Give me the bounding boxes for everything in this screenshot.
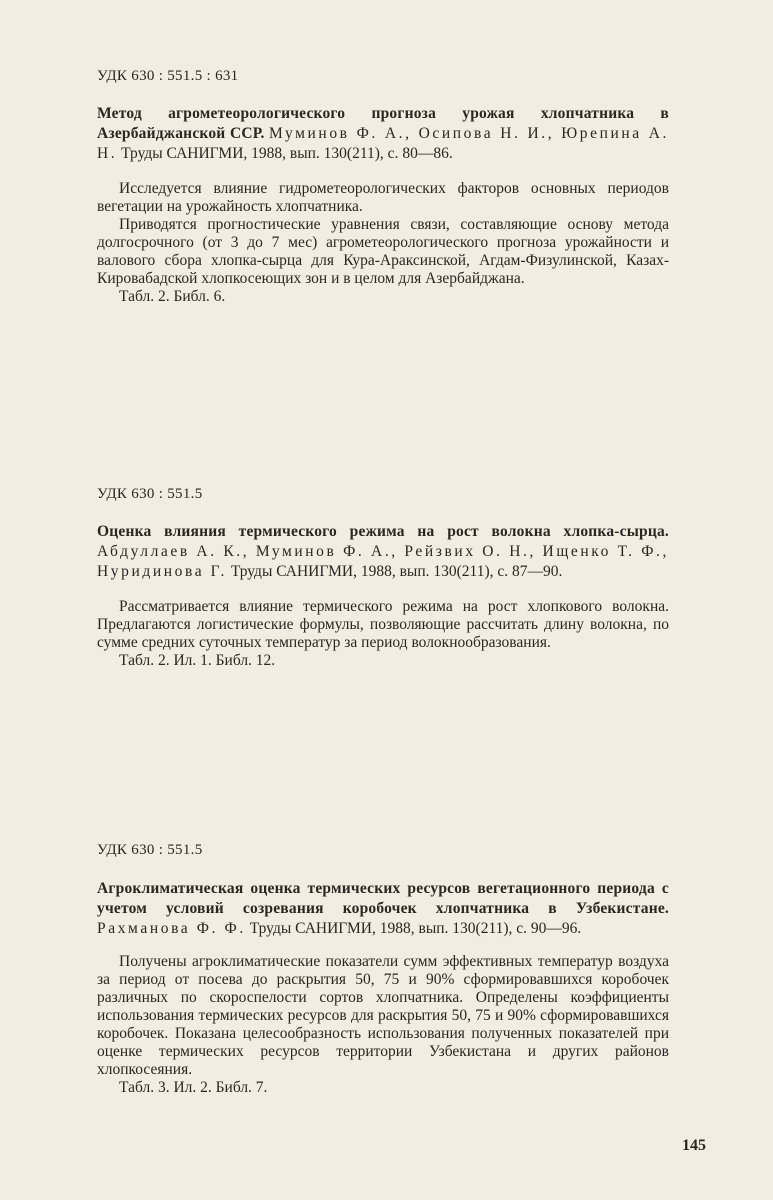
- bibliographic-reference: [97, 522, 669, 582]
- bibliographic-reference: [97, 104, 669, 164]
- abstract-title: Метод агрометеорологического прогноза урожая хлопчатника в Азербайджанской ССР.: [97, 105, 669, 142]
- abstract-authors: Абдуллаев А. К., Муминов Ф. А., Рейзвих О. Н., Ищенко Т. Ф., Нуридинова Г.: [97, 543, 669, 580]
- page-number: 145: [682, 1137, 706, 1154]
- abstract-3: [97, 842, 669, 1097]
- udc-code: УДК 630 : 551.5: [97, 486, 203, 502]
- abstract-meta: Табл. 2. Библ. 6.: [119, 288, 226, 305]
- udc-code: УДК 630 : 551.5 : 631: [97, 68, 239, 84]
- udc-code: УДК 630 : 551.5: [97, 842, 203, 858]
- abstract-paragraph: Исследуется влияние гидрометеорологических факторов основных периодов вегетации на урожайность хлопчатника.: [97, 180, 669, 215]
- abstract-authors: Рахманова Ф. Ф.: [97, 920, 246, 937]
- abstract-2: [97, 486, 669, 670]
- abstract-source: Труды САНИГМИ, 1988, вып. 130(211), с. 87—90.: [230, 563, 563, 580]
- abstract-paragraph: Приводятся прогностические уравнения связи, составляющие основу метода долгосрочного (от 3 до 7 мес) агрометеорологического прогноза урожайности и валового сбора хлопка-сырца для Кура-Араксинской, Агдам-Физулинской, Казах-Кировабадской хлопкосеющих зон и в целом для Азербайджана.: [97, 216, 669, 287]
- abstract-paragraph: Рассматривается влияние термического режима на рост хлопкового волокна. Предлагаются логистические формулы, позволяющие рассчитать длину волокна, по сумме средних суточных температур за период волокнообразования.: [97, 598, 669, 651]
- abstract-paragraph: Получены агроклиматические показатели сумм эффективных температур воздуха за период от посева до раскрытия 50, 75 и 90% сформировавшихся коробочек различных по скороспелости сортов хлопчатника. Определены коэффициенты использования термических ресурсов для раскрытия 50, 75 и 90% сформировавшихся коробочек. Показана целесообразность использования полученных показателей при оценке термических ресурсов территории Узбекистана и других районов хлопкосеяния.: [97, 953, 669, 1078]
- abstract-meta: Табл. 3. Ил. 2. Библ. 7.: [119, 1079, 268, 1096]
- abstract-title: Оценка влияния термического режима на рост волокна хлопка-сырца.: [97, 523, 669, 540]
- abstract-1: [97, 68, 669, 306]
- abstract-meta: Табл. 2. Ил. 1. Библ. 12.: [119, 652, 276, 669]
- abstract-source: Труды САНИГМИ, 1988, вып. 130(211), с. 90—96.: [249, 920, 582, 937]
- abstract-title: Агроклиматическая оценка термических ресурсов вегетационного периода с учетом условий созревания коробочек хлопчатника в Узбекистане.: [97, 880, 669, 917]
- abstract-authors: Муминов Ф. А., Осипова Н. И., Юрепина А. Н.: [97, 125, 669, 162]
- bibliographic-reference: [97, 879, 669, 939]
- abstract-source: Труды САНИГМИ, 1988, вып. 130(211), с. 80—86.: [121, 145, 453, 162]
